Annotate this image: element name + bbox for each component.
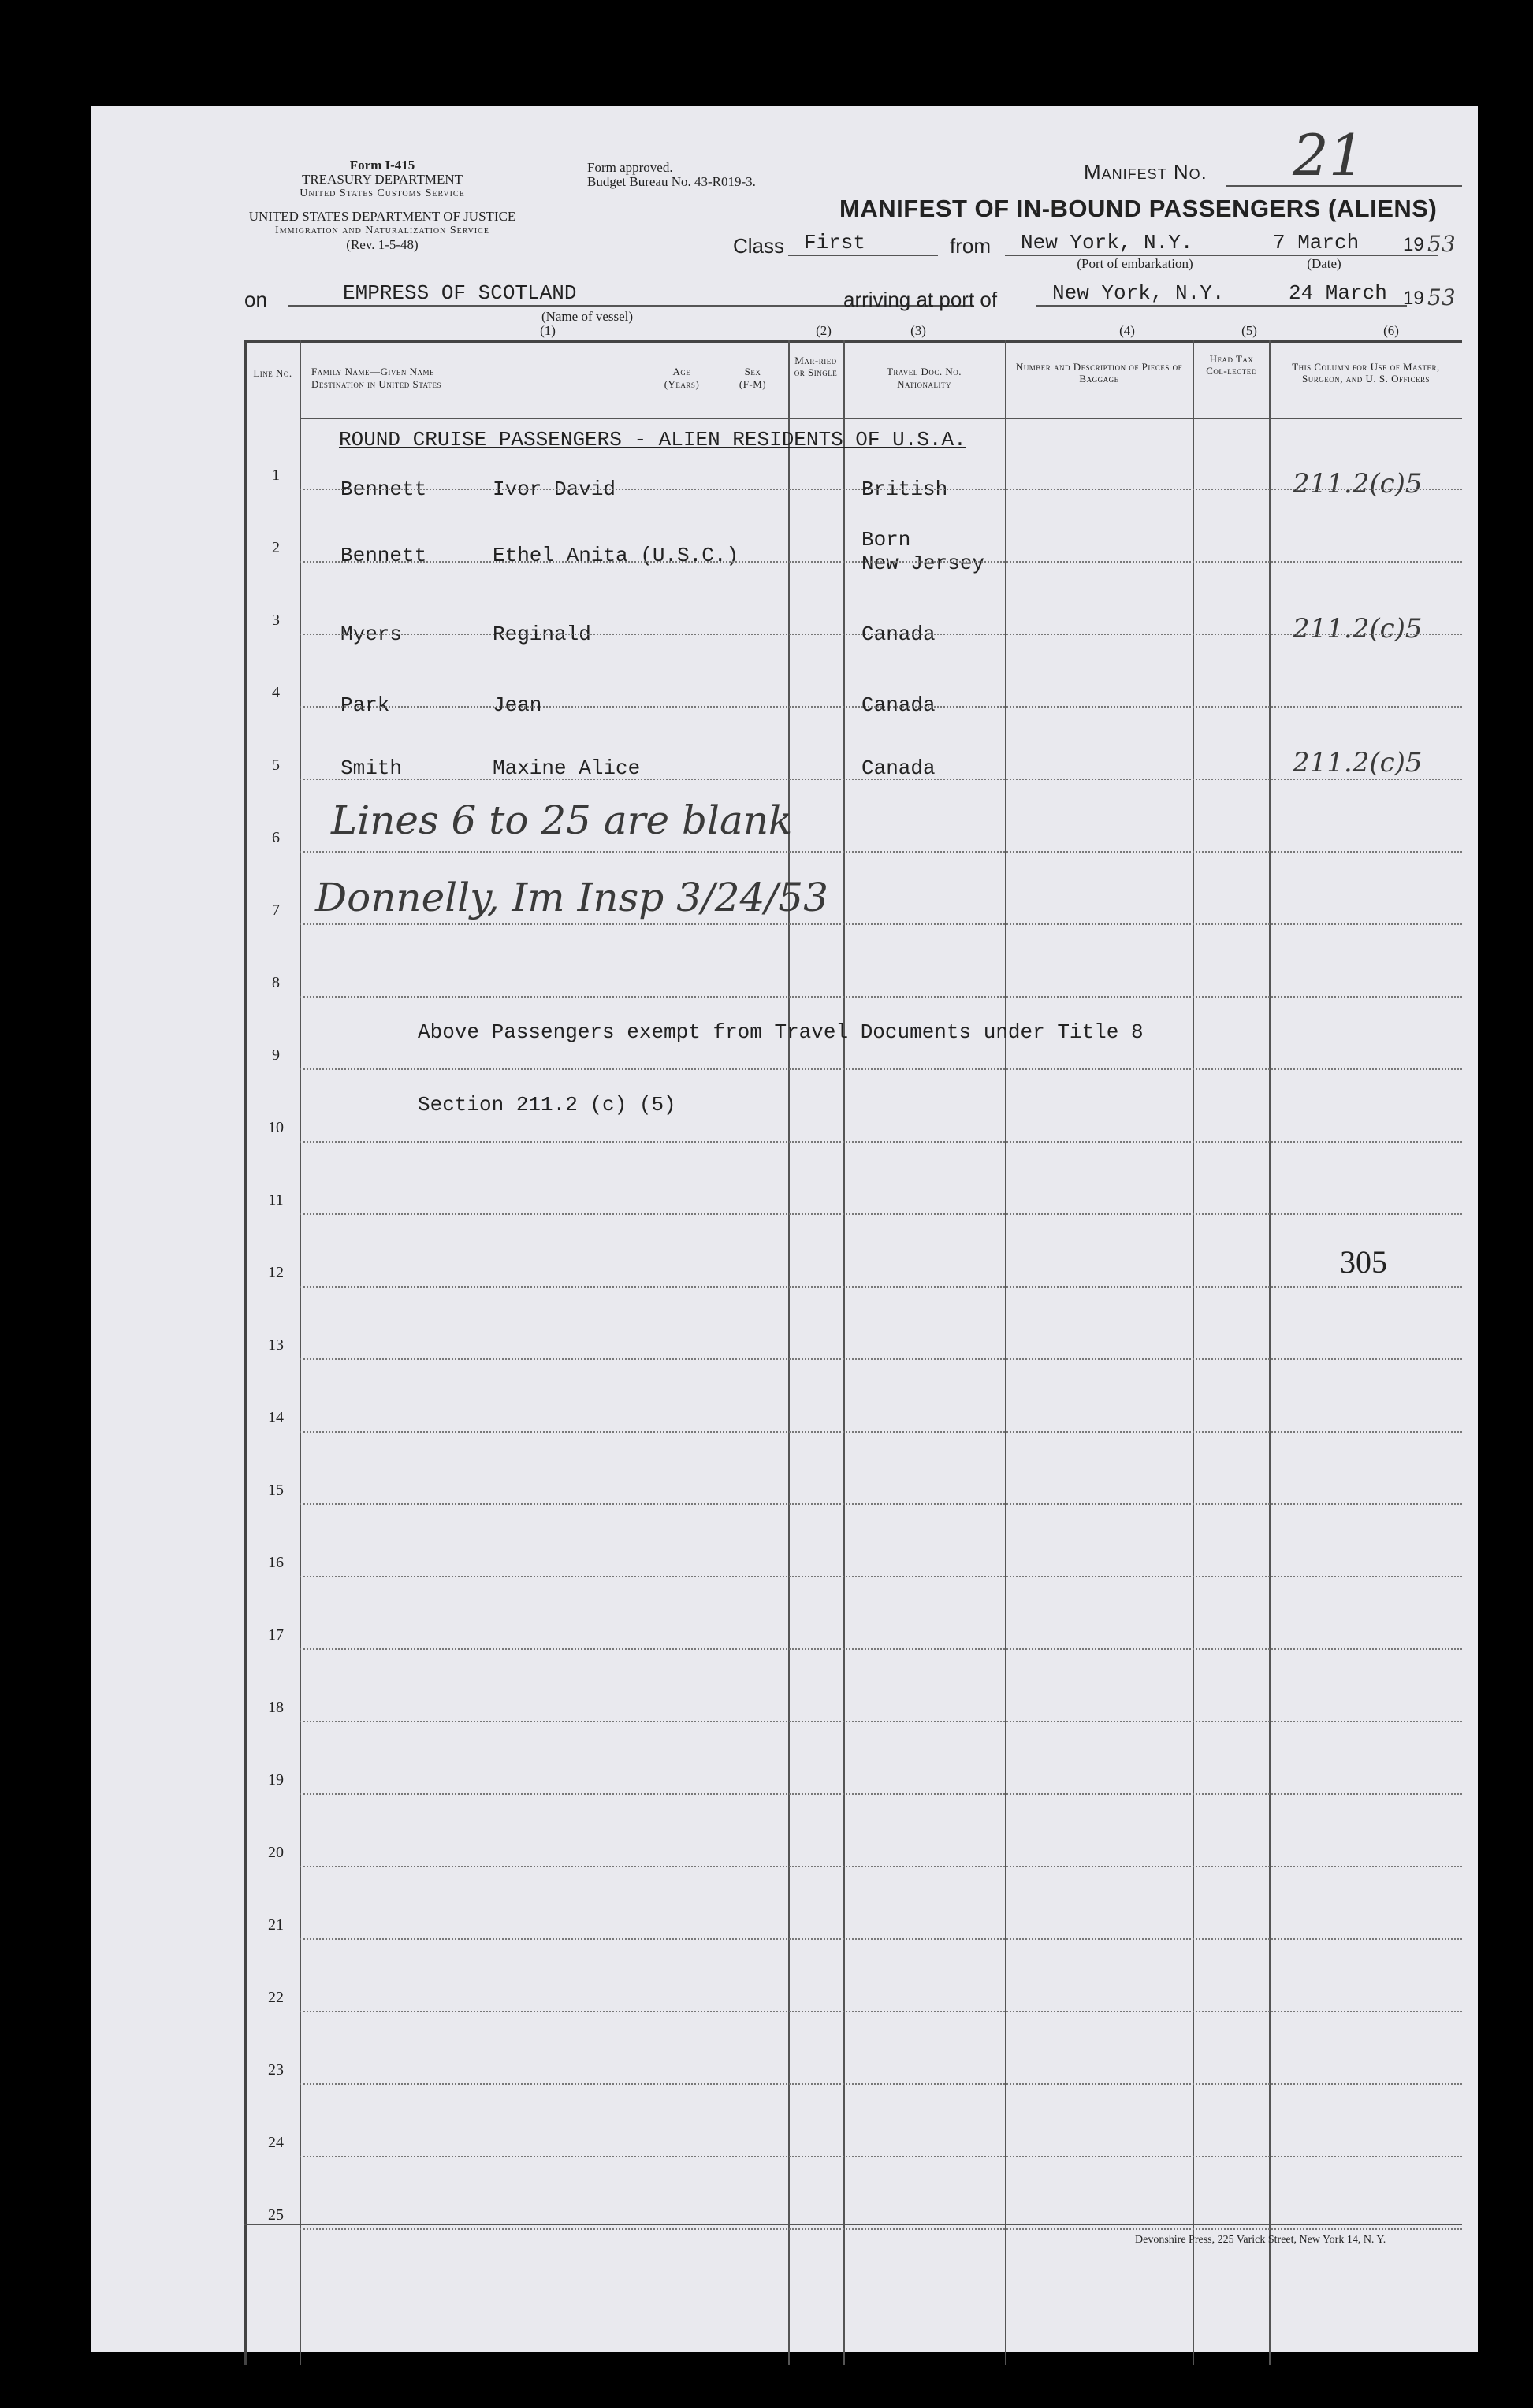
row-number: 13 <box>268 1336 284 1354</box>
header-head-tax: Head Tax Col-lected <box>1206 353 1257 377</box>
row-rule <box>300 2083 1462 2085</box>
passenger-nationality-line2: New Jersey <box>861 552 985 575</box>
passenger-given-name: Reginald <box>493 622 591 646</box>
row-rule <box>300 1286 1462 1288</box>
header-travel-doc: Travel Doc. No. <box>886 366 962 377</box>
row-number: 14 <box>268 1409 284 1426</box>
row-rule <box>300 1141 1462 1143</box>
arriving-year-suffix: 53 <box>1427 284 1456 310</box>
passenger-family-name: Smith <box>340 756 403 780</box>
row-rule <box>300 634 1462 635</box>
class-label: Class <box>733 234 785 258</box>
row-rule <box>300 996 1462 998</box>
row-rule <box>300 779 1462 780</box>
passenger-given-name: Maxine Alice <box>493 756 641 780</box>
header-age: Age <box>672 366 691 377</box>
row-number: 21 <box>268 1916 284 1934</box>
header-nationality: Nationality <box>897 378 951 390</box>
passenger-nationality: British <box>861 478 948 501</box>
col-num-3: (3) <box>910 323 926 338</box>
passenger-given-name: Ethel Anita (U.S.C.) <box>493 544 739 567</box>
vessel-caption: (Name of vessel) <box>541 309 634 324</box>
row-rule <box>300 1648 1462 1650</box>
row-rule <box>300 1358 1462 1360</box>
row-rule <box>300 851 1462 853</box>
justice-dept: UNITED STATES DEPARTMENT OF JUSTICE <box>248 209 516 224</box>
row-rule <box>300 1068 1462 1070</box>
passenger-family-name: Bennett <box>340 478 427 501</box>
passenger-given-name: Jean <box>493 693 542 717</box>
officer-note: 211.2(c)5 <box>1293 468 1423 500</box>
passenger-family-name: Myers <box>340 622 403 646</box>
handwritten-inspector-signature: Donnelly, Im Insp 3/24/53 <box>315 875 828 920</box>
header-age-sub: (Years) <box>664 378 700 390</box>
row-number: 12 <box>268 1264 284 1281</box>
class-value: First <box>788 231 938 256</box>
row-number: 15 <box>268 1481 284 1499</box>
row-number: 23 <box>268 2061 284 2079</box>
from-year-suffix: 53 <box>1427 231 1456 257</box>
passenger-nationality: Born <box>861 528 911 552</box>
form-approved: Form approved. <box>587 160 673 175</box>
from-label: from <box>950 234 991 258</box>
row-rule <box>300 1576 1462 1577</box>
row-number: 20 <box>268 1844 284 1861</box>
row-rule <box>300 1503 1462 1505</box>
passenger-nationality: Canada <box>861 622 936 646</box>
from-year-prefix: 19 <box>1403 234 1424 255</box>
vessel-name: EMPRESS OF SCOTLAND <box>288 281 973 307</box>
col-num-4: (4) <box>1119 323 1135 338</box>
section-heading: ROUND CRUISE PASSENGERS - ALIEN RESIDENTS OF U.S.A. <box>339 428 966 452</box>
arriving-label: arriving at port of <box>843 288 998 311</box>
row-number: 9 <box>272 1046 280 1064</box>
row-rule <box>300 489 1462 490</box>
row-rule <box>300 923 1462 925</box>
manifest-title: MANIFEST OF IN-BOUND PASSENGERS (ALIENS) <box>839 195 1438 222</box>
row-number: 6 <box>272 829 280 846</box>
row-number: 5 <box>272 756 280 774</box>
row-number: 24 <box>268 2134 284 2151</box>
row-rule <box>300 706 1462 708</box>
header-name: Family Name—Given Name <box>311 366 434 377</box>
col-num-2: (2) <box>816 323 832 338</box>
row-rule <box>300 1721 1462 1722</box>
row-rule <box>300 1793 1462 1795</box>
header-sex: Sex <box>744 366 761 377</box>
col-num-6: (6) <box>1383 323 1399 338</box>
header-officers: This Column for Use of Master, Surgeon, and U. S. Officers <box>1292 361 1440 385</box>
passenger-family-name: Park <box>340 693 390 717</box>
col-num-1: (1) <box>540 323 556 338</box>
arriving-port: New York, N.Y. <box>1036 281 1297 307</box>
header-baggage: Number and Description of Pieces of Baggage <box>1015 361 1183 385</box>
row-number: 11 <box>268 1191 284 1209</box>
row-number: 17 <box>268 1626 284 1644</box>
row-rule <box>300 1431 1462 1433</box>
budget-bureau: Budget Bureau No. 43-R019-3. <box>587 174 756 189</box>
port-embarkation-caption: (Port of embarkation) <box>1077 256 1193 271</box>
treasury-dept: TREASURY DEPARTMENT <box>301 172 463 187</box>
row-number: 19 <box>268 1771 284 1789</box>
stamp-number: 305 <box>1340 1244 1387 1280</box>
row-number: 4 <box>272 684 280 701</box>
row-number: 25 <box>268 2206 284 2224</box>
passenger-family-name: Bennett <box>340 544 427 567</box>
passenger-nationality: Canada <box>861 693 936 717</box>
row-rule <box>300 2011 1462 2012</box>
row-number: 3 <box>272 611 280 629</box>
row-rule <box>300 561 1462 563</box>
passenger-given-name: Ivor David <box>493 478 616 501</box>
form-number: Form I-415 <box>349 158 415 173</box>
header-destination: Destination in United States <box>311 378 442 390</box>
exemption-note: Above Passengers exempt from Travel Documents under Title 8 <box>418 1020 1144 1044</box>
revision: (Rev. 1-5-48) <box>346 237 419 252</box>
row-number: 22 <box>268 1989 284 2006</box>
row-number: 7 <box>272 901 280 919</box>
row-number: 1 <box>272 466 280 484</box>
arriving-date: 24 March <box>1289 281 1407 307</box>
row-number: 16 <box>268 1554 284 1571</box>
printer-credit: Devonshire Press, 225 Varick Street, New York 14, N. Y. <box>1135 2234 1386 2246</box>
manifest-page <box>91 106 1478 2352</box>
header-line-no: Line No. <box>253 367 292 379</box>
manifest-no-value: 21 <box>1293 122 1365 188</box>
manifest-no-label: Manifest No. <box>1084 160 1207 184</box>
header-married: Mar-ried or Single <box>794 355 838 378</box>
row-number: 2 <box>272 539 280 556</box>
on-label: on <box>244 288 267 311</box>
row-number: 10 <box>268 1119 284 1136</box>
row-rule <box>300 2156 1462 2157</box>
row-rule <box>300 1866 1462 1867</box>
ins-service: Immigration and Naturalization Service <box>275 225 489 236</box>
exemption-section: Section 211.2 (c) (5) <box>418 1093 676 1117</box>
passenger-nationality: Canada <box>861 756 936 780</box>
arriving-year-prefix: 19 <box>1403 288 1424 309</box>
date-caption: (Date) <box>1307 256 1341 271</box>
row-rule <box>300 1938 1462 1940</box>
col-num-5: (5) <box>1241 323 1257 338</box>
customs-service: United States Customs Service <box>300 188 465 199</box>
from-date: 7 March <box>1241 231 1438 256</box>
officer-note: 211.2(c)5 <box>1293 747 1423 779</box>
header-sex-sub: (F-M) <box>739 378 767 390</box>
row-number: 18 <box>268 1699 284 1716</box>
officer-note: 211.2(c)5 <box>1293 613 1423 645</box>
handwritten-blank-note: Lines 6 to 25 are blank <box>331 797 793 843</box>
row-rule <box>300 1213 1462 1215</box>
row-rule <box>300 2228 1462 2230</box>
from-port: New York, N.Y. <box>1005 231 1249 256</box>
row-number: 8 <box>272 974 280 991</box>
